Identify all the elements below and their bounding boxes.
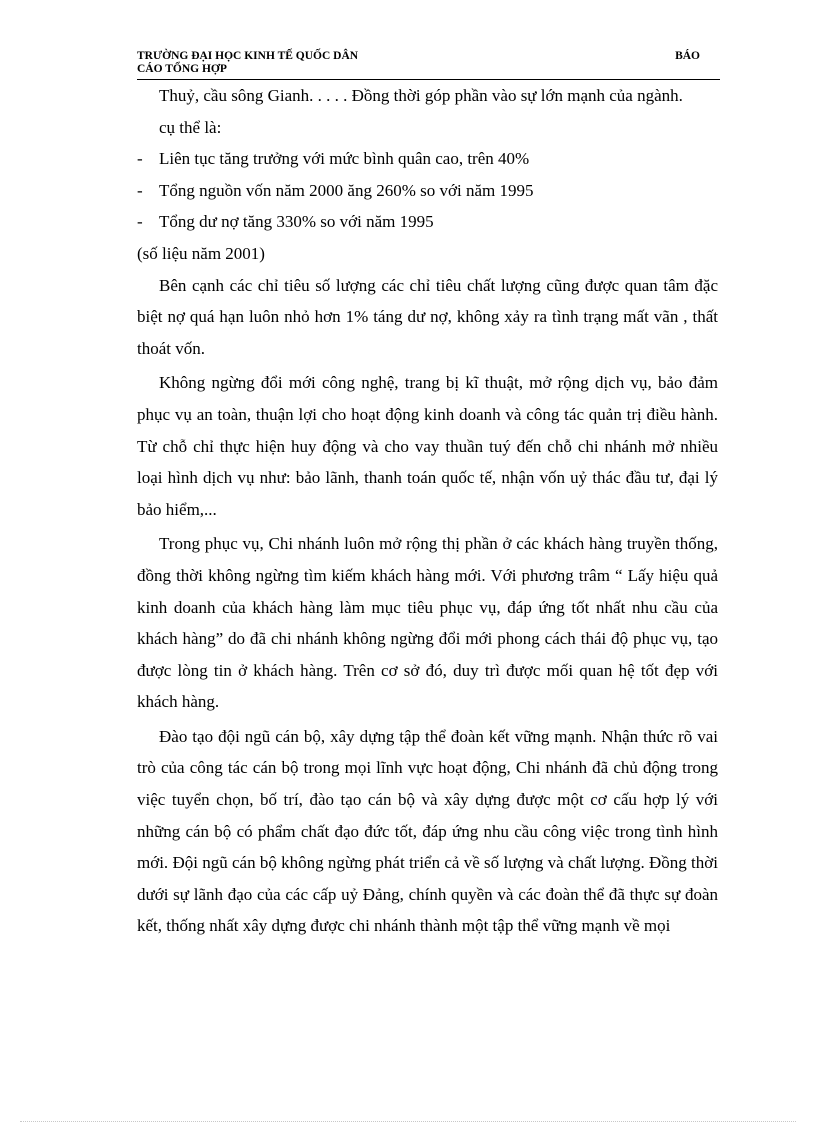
- bullet-dash: -: [137, 149, 143, 169]
- paragraph-5: Không ngừng đổi mới công nghệ, trang bị kĩ thuật, mở rộng dịch vụ, bảo đảm phục vụ an toàn, thuận lợi cho hoạt động kinh doanh và công tác quản trị điều hành. Từ chỗ chỉ thực hiện huy động và cho vay thuần tuý đến chỗ chi nhánh mở nhiều loại hình dịch vụ như: bảo lãnh, thanh toán quốc tế, nhận vốn uỷ thác đầu tư, đại lý bảo hiểm,...: [137, 373, 718, 519]
- bullet-item: [137, 143, 718, 175]
- paragraph-4: Bên cạnh các chỉ tiêu số lượng các chỉ tiêu chất lượng cũng được quan tâm đặc biệt nợ quá hạn luôn nhỏ hơn 1% táng dư nợ, không xảy ra tình trạng mất vãn , thất thoát vốn.: [137, 275, 718, 358]
- page-header: [137, 50, 700, 76]
- bullet-text: Tổng dư nợ tăng 330% so với năm 1995: [159, 212, 434, 232]
- bullet-item: [137, 175, 718, 207]
- header-report-end: CÁO TỔNG HỢP: [137, 63, 227, 75]
- document-body: [137, 80, 718, 942]
- bullet-dash: -: [137, 180, 143, 200]
- header-row: [137, 50, 700, 63]
- bullet-text: Liên tục tăng trưởng với mức bình quân cao, trên 40%: [159, 149, 530, 169]
- paragraph-1: Thuỷ, cầu sông Gianh. . . . . Đồng thời góp phần vào sự lớn mạnh của ngành.: [159, 86, 683, 105]
- paragraph-2: cụ thể là:: [159, 117, 222, 137]
- bullet-dash: -: [137, 212, 143, 232]
- paragraph-6: Trong phục vụ, Chi nhánh luôn mở rộng thị phần ở các khách hàng truyền thống, đồng thời không ngừng tìm kiếm khách hàng mới. Với phương trâm “ Lấy hiệu quả kinh doanh của khách hàng làm mục tiêu phục vụ, đáp ứng tốt nhất nhu cầu của khách hàng” do đã chi nhánh không ngừng đổi mới phong cách thái độ phục vụ, tạo được lòng tin ở khách hàng. Trên cơ sở đó, duy trì được mối quan hệ tốt đẹp với khách hàng.: [137, 534, 718, 712]
- paragraph-3: (số liệu năm 2001): [137, 243, 265, 263]
- bullet-item: [137, 206, 718, 238]
- page-bottom-border: [20, 1121, 796, 1122]
- paragraph-7: Đào tạo đội ngũ cán bộ, xây dựng tập thể đoàn kết vững mạnh. Nhận thức rõ vai trò của công tác cán bộ trong mọi lĩnh vực hoạt động, Chi nhánh đã chủ động trong việc tuyển chọn, bố trí, đào tạo cán bộ và xây dựng được một cơ cấu hợp lý với những cán bộ có phẩm chất đạo đức tốt, đáp ứng nhu cầu công việc trong tình hình mới. Đội ngũ cán bộ không ngừng phát triển cả về số lượng và chất lượng. Đồng thời dưới sự lãnh đạo của các cấp uỷ Đảng, chính quyền và các đoàn thể đã thực sự đoàn kết, thống nhất xây dựng được chi nhánh thành một tập thể vững mạnh về mọi: [137, 726, 718, 936]
- bullet-text: Tổng nguồn vốn năm 2000 ăng 260% so với năm 1995: [159, 180, 534, 200]
- header-university: TRƯỜNG ĐẠI HỌC KINH TẾ QUỐC DÂN: [137, 50, 359, 62]
- header-report-start: BÁO: [675, 50, 700, 62]
